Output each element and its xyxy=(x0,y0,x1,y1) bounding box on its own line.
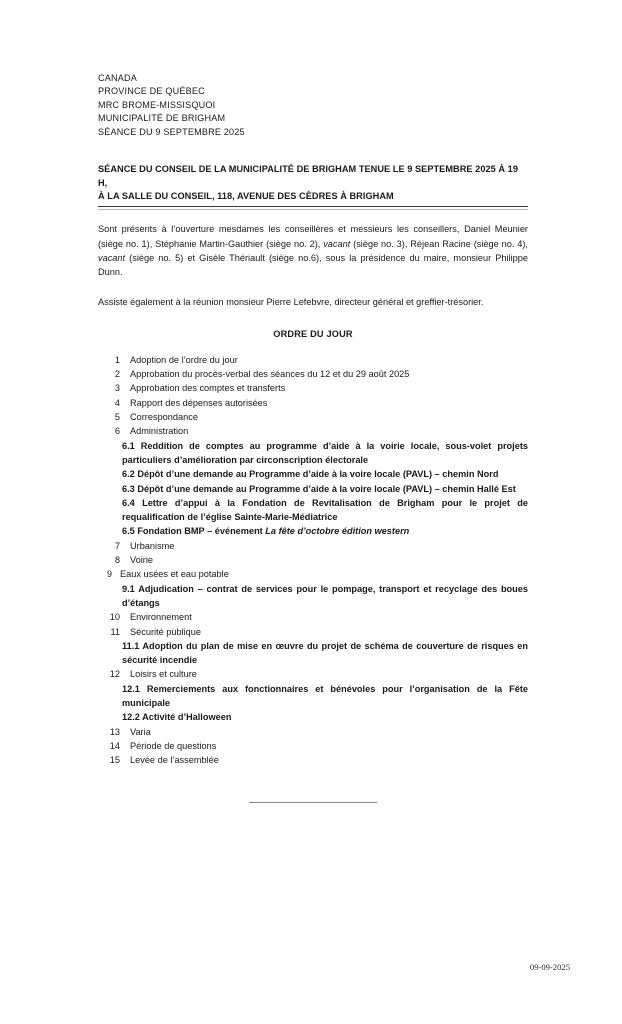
agenda-item-label: Correspondance xyxy=(130,412,198,423)
agenda-item-number: 15 xyxy=(109,755,120,766)
document-body xyxy=(98,72,528,803)
header-line-canada: CANADA xyxy=(98,73,137,83)
header-line-mrc: MRC BROME-MISSISQUOI xyxy=(98,99,216,110)
agenda-item-label: Environnement xyxy=(130,612,192,623)
agenda-item-9 xyxy=(98,567,528,581)
agenda-item-14 xyxy=(98,739,528,753)
agenda-item-2 xyxy=(98,367,528,381)
agenda-item-number: 12 xyxy=(109,669,120,680)
agenda-item-7 xyxy=(98,539,528,553)
agenda-item-label: Levée de l’assemblée xyxy=(130,755,219,766)
agenda-heading: ORDRE DU JOUR xyxy=(273,328,353,339)
agenda-item-number: 11 xyxy=(110,626,120,637)
attendance-vacant-seat-3: vacant xyxy=(323,238,351,249)
header-line-province: PROVINCE DE QUÉBEC xyxy=(98,86,205,97)
agenda-subitem-6-5-prefix: 6.5 Fondation BMP – événement xyxy=(122,526,266,537)
agenda-item-3 xyxy=(98,381,528,395)
agenda-item-12 xyxy=(98,667,528,681)
agenda-item-number: 8 xyxy=(114,555,120,566)
agenda-subitem-6-4: 6.4 Lettre d’appui à la Fondation de Revitalisation de Brigham pour le projet de requalification de l’église Sainte-Marie-Médiatrice xyxy=(122,497,528,523)
agenda-item-label: Sécurité publique xyxy=(130,626,201,637)
agenda-item-label: Période de questions xyxy=(130,740,217,751)
agenda-subitem-6-3: 6.3 Dépôt d’une demande au Programme d’aide à la voire locale (PAVL) – chemin Hallé Est xyxy=(122,483,516,494)
agenda-item-number: 3 xyxy=(114,383,120,394)
agenda-item-number: 10 xyxy=(109,612,120,623)
header-line-session-date: SÉANCE DU 9 SEPTEMBRE 2025 xyxy=(98,126,245,137)
agenda-subitem-6-5-event-title: La fête d’octobre édition western xyxy=(265,526,410,537)
agenda-item-label: Eaux usées et eau potable xyxy=(120,569,229,580)
agenda-item-label: Approbation des comptes et transferts xyxy=(130,383,286,394)
agenda-item-number: 5 xyxy=(114,412,120,423)
agenda-list xyxy=(98,353,528,768)
agenda-item-1 xyxy=(98,353,528,367)
agenda-item-label: Administration xyxy=(130,426,189,437)
agenda-subitem-6-2: 6.2 Dépôt d’une demande au Programme d’aide à la voire locale (PAVL) – chemin Nord xyxy=(122,469,499,480)
agenda-subitem-6-1: 6.1 Reddition de comptes au programme d’aide à la voirie locale, sous-volet projets particuliers d’amélioration par circonscription électorale xyxy=(122,440,528,465)
agenda-item-number: 4 xyxy=(114,397,120,408)
agenda-subitem-9-1: 9.1 Adjudication – contrat de services pour le pompage, transport et recyclage des boues d’étangs xyxy=(122,583,528,608)
signature-line-wrap xyxy=(98,802,528,803)
agenda-item-8 xyxy=(98,553,528,567)
agenda-item-number: 7 xyxy=(114,540,120,551)
agenda-subitem-12-2: 12.2 Activité d’Halloween xyxy=(122,712,232,723)
attendance-paragraph xyxy=(98,222,528,279)
attendance-part-2: (siège no. 3), Réjean Racine (siège no. 4), xyxy=(350,238,528,249)
agenda-item-number: 14 xyxy=(109,740,120,751)
agenda-item-11 xyxy=(98,625,528,639)
title-divider xyxy=(98,206,528,208)
agenda-item-number: 6 xyxy=(114,426,120,437)
secretary-paragraph: Assiste également à la réunion monsieur Pierre Lefebvre, directeur général et greffier-trésorier. xyxy=(98,296,484,307)
page-title xyxy=(98,163,528,204)
agenda-item-6 xyxy=(98,424,528,438)
agenda-item-number: 9 xyxy=(106,569,112,580)
agenda-item-number: 1 xyxy=(114,354,120,365)
attendance-part-1: Sont présents à l’ouverture mesdames les conseillères et messieurs les conseillers, Daniel Meunier (siège no. 1), Stéphanie Martin-Gauthier (siège no. 2), xyxy=(98,224,528,249)
agenda-subitem-11-1: 11.1 Adoption du plan de mise en œuvre du projet de schéma de couverture de risques en sécurité incendie xyxy=(122,640,528,666)
agenda-item-number: 2 xyxy=(114,369,120,380)
agenda-item-4 xyxy=(98,396,528,410)
title-line-1: SÉANCE DU CONSEIL DE LA MUNICIPALITÉ DE BRIGHAM TENUE LE 9 SEPTEMBRE 2025 À 19 H, xyxy=(98,164,518,188)
footer-date: 09-09-2025 xyxy=(529,962,570,972)
agenda-item-label: Adoption de l’ordre du jour xyxy=(130,354,238,365)
agenda-item-5 xyxy=(98,410,528,424)
header-line-municipality: MUNICIPALITÉ DE BRIGHAM xyxy=(98,113,226,124)
title-line-2: À LA SALLE DU CONSEIL, 118, AVENUE DES CÈDRES À BRIGHAM xyxy=(98,191,394,202)
agenda-item-label: Varia xyxy=(130,726,151,737)
signature-line xyxy=(249,802,377,803)
agenda-item-label: Urbanisme xyxy=(130,540,175,551)
attendance-vacant-seat-5: vacant xyxy=(98,253,126,263)
agenda-item-label: Approbation du procès-verbal des séances du 12 et du 29 août 2025 xyxy=(130,369,410,380)
agenda-item-13 xyxy=(98,725,528,739)
agenda-subitem-6-5 xyxy=(122,524,528,538)
jurisdiction-header xyxy=(98,72,528,139)
agenda-subitem-12-1: 12.1 Remerciements aux fonctionnaires et bénévoles pour l’organisation de la Fête municipale xyxy=(122,683,528,709)
attendance-part-3: (siège no. 5) et Gisèle Thériault (siège no.6), sous la présidence du maire, monsieur Philippe Dunn. xyxy=(98,253,528,278)
agenda-item-label: Rapport des dépenses autorisées xyxy=(130,397,268,408)
agenda-item-number: 13 xyxy=(109,726,120,737)
agenda-item-label: Loisirs et culture xyxy=(130,669,197,680)
agenda-item-10 xyxy=(98,610,528,624)
agenda-item-label: Voirie xyxy=(130,555,153,566)
agenda-item-15 xyxy=(98,753,528,767)
